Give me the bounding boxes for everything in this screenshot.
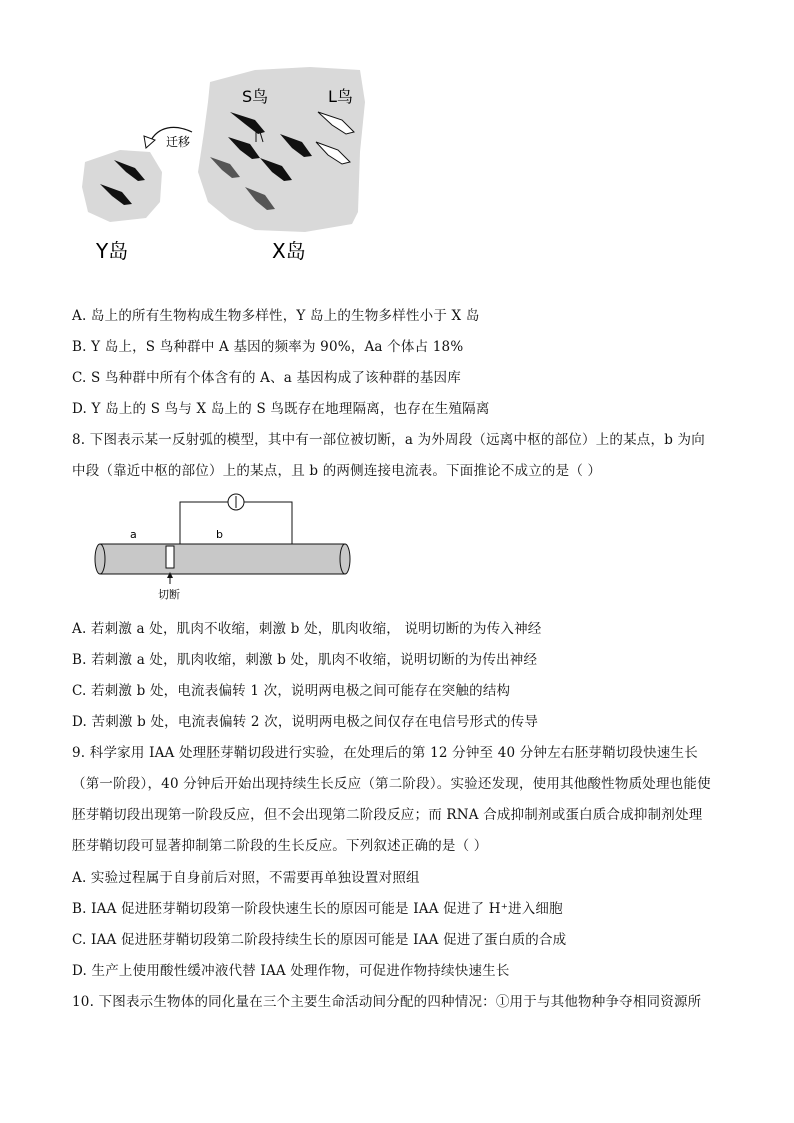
y-island-label: Y岛 — [96, 239, 129, 263]
q7-option-c: C. S 鸟种群中所有个体含有的 A、a 基因构成了该种群的基因库 — [72, 370, 461, 386]
nerve-body — [100, 544, 345, 574]
l-bird-label: L鸟 — [328, 87, 353, 106]
cut-label: 切断 — [158, 588, 180, 601]
q8-option-b: B. 若刺激 a 处，肌肉收缩，刺激 b 处，肌肉不收缩，说明切断的为传出神经 — [72, 652, 538, 668]
y-island-shape — [82, 150, 162, 222]
nerve-end-left — [95, 544, 105, 574]
s-bird-label: S鸟 — [242, 87, 269, 106]
q9-stem-line-3: 胚芽鞘切段出现第一阶段反应，但不会出现第二阶段反应；而 RNA 合成抑制剂或蛋白质合成抑制剂处理 — [72, 807, 703, 823]
label-b: b — [216, 528, 223, 541]
q9-option-a: A. 实验过程属于自身前后对照，不需要再单独设置对照组 — [72, 870, 420, 886]
migrate-arrowhead — [144, 136, 155, 148]
migrate-label: 迁移 — [166, 135, 191, 149]
cut-mark — [166, 546, 174, 568]
q8-option-d: D. 苦刺激 b 处，电流表偏转 2 次，说明两电极之间仅存在电信号形式的传导 — [72, 714, 539, 730]
x-island-label: X岛 — [272, 239, 306, 263]
q7-option-a: A. 岛上的所有生物构成生物多样性，Y 岛上的生物多样性小于 X 岛 — [72, 308, 480, 324]
q9-stem-line-4: 胚芽鞘切段可显著抑制第二阶段的生长反应。下列叙述正确的是（ ） — [72, 838, 488, 854]
q10-stem-line-1: 10. 下图表示生物体的同化量在三个主要生命活动间分配的四种情况：①用于与其他物种争夺相同资源所 — [72, 994, 702, 1010]
label-a: a — [130, 528, 137, 541]
nerve-end-right — [340, 544, 350, 574]
q9-option-b: B. IAA 促进胚芽鞘切段第一阶段快速生长的原因可能是 IAA 促进了 H⁺进入细胞 — [72, 901, 563, 917]
q8-option-c: C. 若刺激 b 处，电流表偏转 1 次，说明两电极之间可能存在突触的结构 — [72, 683, 511, 699]
q9-option-c: C. IAA 促进胚芽鞘切段第二阶段持续生长的原因可能是 IAA 促进了蛋白质的合成 — [72, 932, 567, 948]
island-bird-figure — [80, 62, 380, 272]
q7-option-d: D. Y 岛上的 S 鸟与 X 岛上的 S 鸟既存在地理隔离，也存在生殖隔离 — [72, 401, 490, 417]
nerve-diagram — [92, 486, 362, 604]
q9-option-d: D. 生产上使用酸性缓冲液代替 IAA 处理作物，可促进作物持续快速生长 — [72, 963, 510, 979]
nerve-figure — [92, 486, 362, 604]
q9-stem-line-2: （第一阶段），40 分钟后开始出现持续生长反应（第二阶段）。实验还发现，使用其他酸性物质处理也能使 — [72, 776, 711, 792]
q9-stem-line-1: 9. 科学家用 IAA 处理胚芽鞘切段进行实验，在处理后的第 12 分钟至 40 分钟左右胚芽鞘切段快速生长 — [72, 745, 698, 761]
q7-option-b: B. Y 岛上，S 鸟种群中 A 基因的频率为 90%，Aa 个体占 18% — [72, 339, 464, 355]
q8-stem-line-2: 中段（靠近中枢的部位）上的某点，且 b 的两侧连接电流表。下面推论不成立的是（ ） — [72, 463, 602, 479]
q8-option-a: A. 若刺激 a 处，肌肉不收缩，刺激 b 处，肌肉收缩， 说明切断的为传入神经 — [72, 621, 542, 637]
island-bird-diagram — [80, 62, 380, 272]
q8-stem-line-1: 8. 下图表示某一反射弧的模型，其中有一部位被切断，a 为外周段（远离中枢的部位）上的某点，b 为向 — [72, 432, 705, 448]
